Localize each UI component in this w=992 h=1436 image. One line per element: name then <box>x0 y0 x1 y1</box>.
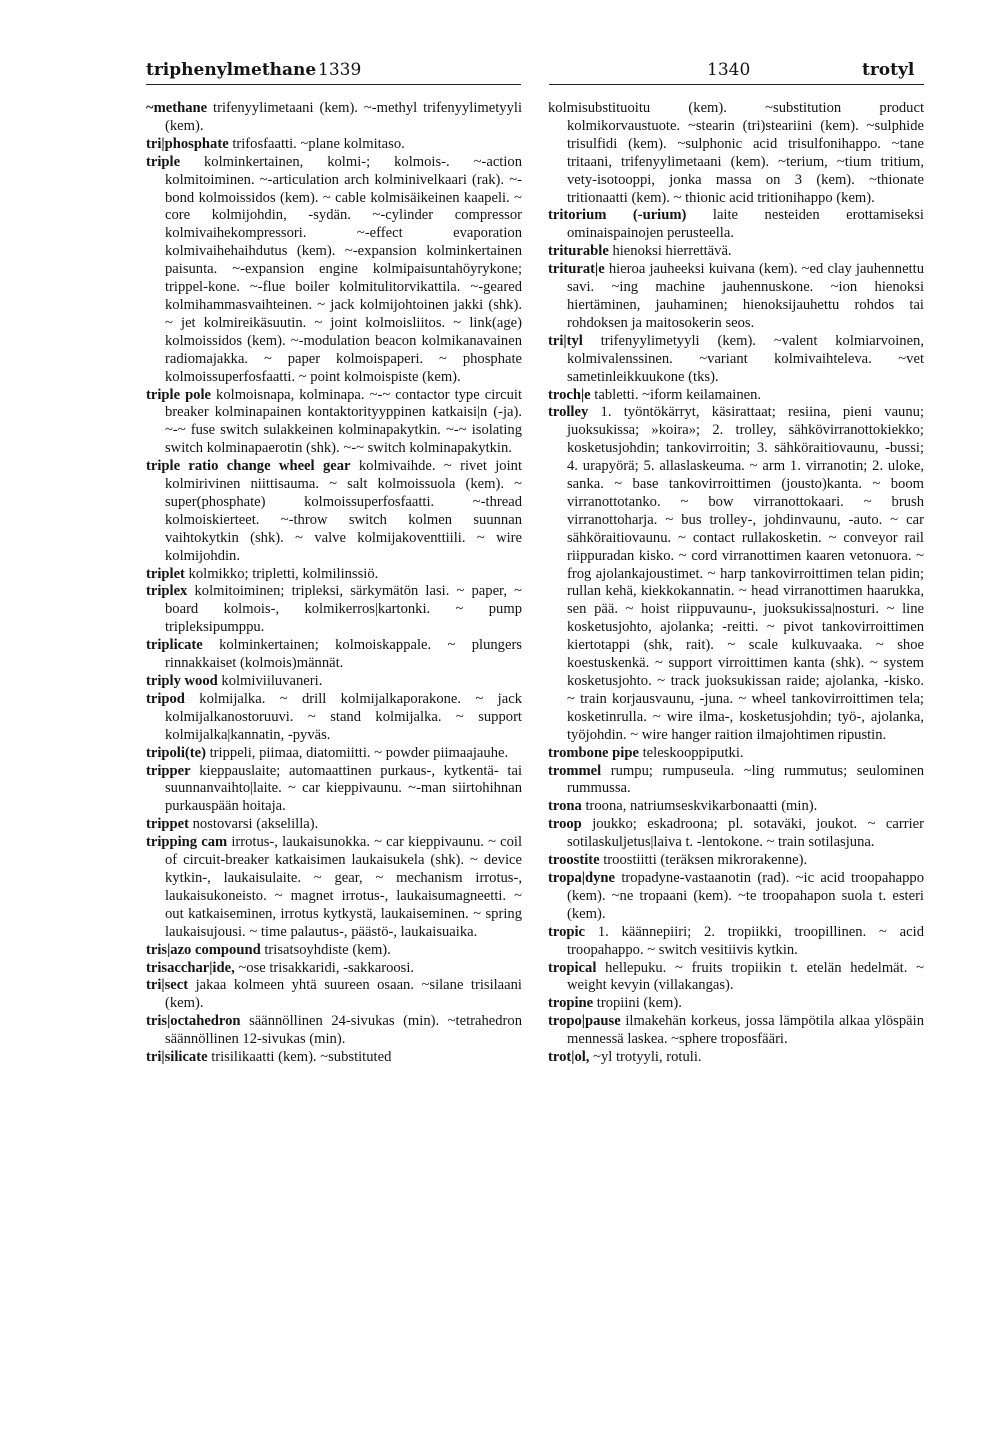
dictionary-entry <box>146 458 522 565</box>
entry-headword: troop <box>548 816 582 833</box>
entry-definition: hienoksi hierrettävä. <box>608 243 732 260</box>
entry-headword: tri|silicate <box>146 1049 208 1066</box>
entry-headword: tri|phosphate <box>146 135 229 152</box>
entry-headword: troostite <box>548 852 600 869</box>
dictionary-entry <box>146 763 522 817</box>
entry-headword: trippet <box>146 816 189 833</box>
dictionary-entry <box>146 942 522 960</box>
entry-definition: ~yl trotyyli, rotuli. <box>589 1049 702 1066</box>
entry-headword: tris|octahedron <box>146 1013 241 1030</box>
entry-definition: ~ose trisakkaridi, -sakkaroosi. <box>234 959 415 976</box>
entry-definition: tropiini (kem). <box>593 995 682 1012</box>
dictionary-entry <box>548 207 924 243</box>
entry-definition: kolmivaihde. ~ rivet joint kolmirivinen niittisauma. ~ salt kolmoissuola (kem). ~ super(phosphate) kolmoissuperfosfaatti. ~-thread kolmoiskierteet. ~-throw switch kolmen suunnan vaihtokytkin (shk). ~ valve kolmijakoventtiili. ~ wire kolmijohdin. <box>165 458 522 564</box>
entry-headword: triturat|e <box>548 261 605 278</box>
entry-definition: trisatsoyhdiste (kem). <box>260 941 391 958</box>
dictionary-entry <box>146 691 522 745</box>
entry-headword: tri|sect <box>146 977 189 994</box>
dictionary-entry <box>146 977 522 1013</box>
entry-headword: tris|azo compound <box>146 941 261 958</box>
entry-definition: tabletti. ~iform keilamainen. <box>590 386 762 403</box>
entry-headword: triply wood <box>146 673 218 689</box>
entry-definition: 1. käännepiiri; 2. tropiikki, troopillinen. ~ acid troopahappo. ~ switch vesitiivis kytkin. <box>567 923 924 958</box>
dictionary-entry <box>548 798 924 816</box>
entry-headword: trisacchar|ide, <box>146 959 235 976</box>
dictionary-entry <box>146 1013 522 1049</box>
entry-definition: kolmikko; tripletti, kolmilinssiö. <box>184 565 379 582</box>
right-page-number: 1340 <box>707 60 751 80</box>
dictionary-entry <box>548 995 924 1013</box>
dictionary-entry <box>548 763 924 799</box>
dictionary-entry <box>146 100 522 136</box>
entry-headword: trot|ol, <box>548 1049 590 1066</box>
entry-headword: tropical <box>548 959 597 976</box>
entry-headword: trona <box>548 798 582 815</box>
entry-headword: trombone pipe <box>548 744 639 761</box>
entry-headword: triple <box>146 153 181 170</box>
dictionary-entry <box>146 154 522 387</box>
dictionary-entry <box>548 333 924 387</box>
entry-definition: trifenyylimetaani (kem). ~-methyl trifenyylimetyyli (kem). <box>165 100 522 134</box>
left-column <box>146 100 522 1330</box>
dictionary-entry <box>146 816 522 834</box>
dictionary-entry <box>146 387 522 459</box>
entry-headword: triplex <box>146 583 188 600</box>
entry-headword: tritorium (-urium) <box>548 207 687 224</box>
header-rule-right <box>549 84 924 85</box>
dictionary-entry <box>548 243 924 261</box>
entry-headword: ~methane <box>146 100 208 116</box>
dictionary-entry <box>146 583 522 637</box>
dictionary-entry <box>146 745 522 763</box>
dictionary-entry <box>548 404 924 744</box>
right-column <box>548 100 924 1330</box>
entry-definition: kolmitoiminen; tripleksi, särkymätön lasi. ~ paper, ~ board kolmois-, kolmikerros|kartonki. ~ pump tripleksipumppu. <box>165 583 522 636</box>
entry-headword: triplet <box>146 565 185 582</box>
entry-headword: trolley <box>548 404 589 421</box>
dictionary-entry <box>548 816 924 852</box>
dictionary-entry <box>146 637 522 673</box>
dictionary-entry <box>548 1013 924 1049</box>
entry-definition: kolmoisnapa, kolminapa. ~-~ contactor type circuit breaker kolminapainen kontaktorityyppinen katkaisi|n (-ja). ~-~ fuse switch sulakkeinen kolminapakytkin. ~-~ isolating switch kolminapaerotin (shk). ~-~ switch kolminapakytkin. <box>165 386 522 457</box>
entry-definition: jakaa kolmeen yhtä suureen osaan. ~silane trisilaani (kem). <box>165 977 522 1012</box>
dictionary-entry <box>548 745 924 763</box>
entry-definition: troona, natriumseskvikarbonaatti (min). <box>581 798 818 815</box>
entry-headword: triturable <box>548 243 609 260</box>
entry-headword: tripod <box>146 690 185 707</box>
entry-definition: 1. työntökärryt, käsirattaat; resiina, pieni vaunu; juoksukissa; »koira»; 2. trolley, sähkövirranottokiekko; kosketusjohdin; tankovirroitin; 3. sähköraitiovaunu, -bussi; 4. urapyörä; 5. allaslaskeuma. ~ arm 1. virranotin; 2. uloke, sanka. ~ base tankovirroittimen (jousto)kanta. ~ boom virranottotanko. ~ bow virranottokaari. ~ brush virranottoharja. ~ bus trolley-, johdinvaunu, -auto. ~ car sähköraitiovaunu. ~ contact rullakosketin. ~ conveyor rail riippuradan kisko. ~ cord virranottimen kaaren vetonuora. ~ frog ajolankajoustimet. ~ harp tankovirroittimen telan pidin; rullan kehä, kiekkokannatin. ~ head virranottimen haarukka, sen pää. ~ hoist riippuvaunu-, juoksukissa|nosturi. ~ line kosketusjohto, ajolanka; -reitti. ~ pivot tankovirroittimen kiertotappi (shk, rait). ~ scale kulkuvaaka. ~ shoe koestuskenkä. ~ support virroittimen kanta (shk). ~ system kosketusjohto. ~ track juoksukissan raide; ajolanka, -kisko. ~ train korjausvaunu, -juna. ~ wheel tankovirroittimen tela; kosketinrulla. ~ wire ilma-, kosketusjohdin; työ-, ajolanka, työjohdin. ~ wire hanger raition ilmajohtimen ripustin. <box>567 404 924 743</box>
dictionary-entry <box>146 566 522 584</box>
right-guide-word: trotyl <box>862 60 915 80</box>
dictionary-entry <box>548 261 924 333</box>
entry-definition: kolmisubstituoitu (kem). ~substitution product kolmikorvaustuote. ~stearin (tri)steariini (kem). ~sulphide trisulfidi (kem). ~sulphonic acid trisulfonihappo. ~tane tritaani, trifenyylimetaani (kem). ~terium, ~tium tritium, vety-isotooppi, jonka massa on 3 (kem). ~thionate tritionaatti (kem). ~ thionic acid tritionihappo (kem). <box>548 100 924 206</box>
entry-definition: kolminkertainen; kolmoiskappale. ~ plungers rinnakkaiset (kolmois)männät. <box>165 637 522 672</box>
entry-definition: nostovarsi (akselilla). <box>188 816 319 833</box>
entry-headword: tropic <box>548 923 586 940</box>
entry-definition: kolmijalka. ~ drill kolmijalkaporakone. ~ jack kolmijalkanostoruuvi. ~ stand kolmijalka. ~ support kolmijalka|kannatin, -pyväs. <box>165 690 522 743</box>
entry-headword: tropo|pause <box>548 1013 621 1030</box>
dictionary-entry <box>548 924 924 960</box>
entry-headword: tropa|dyne <box>548 869 616 886</box>
dictionary-entry <box>548 852 924 870</box>
entry-definition: hellepuku. ~ fruits tropiikin t. etelän hedelmät. ~ weight kevyin (villakangas). <box>567 959 924 994</box>
entry-definition: trifenyylimetyyli (kem). ~valent kolmiarvoinen, kolmivalenssinen. ~variant kolmivaihteleva. ~vet sametinleikkuukone (tks). <box>567 332 924 385</box>
dictionary-entry <box>146 960 522 978</box>
left-guide-word: triphenylmethane <box>146 60 317 80</box>
entry-definition: kolminkertainen, kolmi-; kolmois-. ~-action kolmitoiminen. ~-articulation arch kolminivelkaari (rak). ~-bond kolmoissidos (kem). ~ cable kolmisäikeinen kaapeli. ~ core kolmijohdin, -sydän. ~-cylinder compressor kolmivaihekompressori. ~-effect evaporation kolmivaihehaihdutus (kem). ~-expansion kolminkertainen paisunta. ~-expansion engine kolmipaisuntahöyrykone; trippel-kone. ~-flue boiler kolmitulitorvikattila. ~-geared kolmihammasvaihteinen. ~ jack kolmijohtoinen jakki (shk). ~ jet kolmireikäsuutin. ~ joint kolmoisliitos. ~ link(age) kolmoissidos (kem). ~-modulation beacon kolmikanavainen radiomajakka. ~ paper kolmoispaperi. ~ phosphate kolmoissuperfosfaatti. ~ point kolmoispiste (kem). <box>165 153 522 385</box>
entry-headword: trommel <box>548 762 602 779</box>
entry-headword: triplicate <box>146 637 203 654</box>
entry-headword: tripoli(te) <box>146 744 206 761</box>
left-page-number: 1339 <box>318 60 362 80</box>
entry-definition: rumpu; rumpuseula. ~ling rummutus; seulominen rummussa. <box>567 762 924 797</box>
dictionary-entry <box>548 1049 924 1067</box>
dictionary-entry <box>146 136 522 154</box>
entry-definition: kieppauslaite; automaattinen purkaus-, kytkentä- tai suunnanvaihto|laite. ~ car kieppivaunu. ~-man siirtohihnan purkauspään hoitaja. <box>165 762 522 815</box>
entry-headword: tripper <box>146 762 191 779</box>
header-rule-left <box>146 84 521 85</box>
entry-definition: trippeli, piimaa, diatomiitti. ~ powder piimaajauhe. <box>205 744 509 761</box>
dictionary-entry <box>146 834 522 941</box>
entry-definition: laite nesteiden erottamiseksi ominaispainojen perusteella. <box>567 207 924 242</box>
dictionary-entry <box>548 387 924 405</box>
entry-definition: joukko; eskadroona; pl. sotaväki, joukot. ~ carrier sotilaskuljetus|laiva t. -lentokone. ~ train sotilasjuna. <box>567 816 924 851</box>
dictionary-entry <box>548 870 924 924</box>
entry-definition: kolmiviiluvaneri. <box>217 673 323 689</box>
entry-definition: hieroa jauheeksi kuivana (kem). ~ed clay jauhennettu savi. ~ing machine jauhennuskone. ~ion hienoksi hiertäminen, jauhaminen; hienoksijauhettu rohdos tai rohdoksen ja maitosokerin seos. <box>567 261 924 331</box>
entry-definition: tropadyne-vastaanotin (rad). ~ic acid troopahappo (kem). ~ne tropaani (kem). ~te troopahapon suola t. esteri (kem). <box>567 869 924 922</box>
entry-headword: tripping cam <box>146 834 228 851</box>
dictionary-entry <box>146 673 522 691</box>
entry-definition: irrotus-, laukaisunokka. ~ car kieppivaunu. ~ coil of circuit-breaker katkaisimen laukaisukela (shk). ~ device kytkin-, laukaisulaite. ~ gear, ~ mechanism irrotus-, laukaisukoneisto. ~ magnet irrotus-, laukaisumagneetti. ~ out katkaiseminen, irrotus kytkystä, laukaiseminen. ~ spring laukaisujousi. ~ time palautus-, päästö-, laukaisuaika. <box>165 834 522 940</box>
entry-definition: trisilikaatti (kem). ~substituted <box>207 1049 392 1066</box>
entry-headword: triple ratio change wheel gear <box>146 458 351 475</box>
entry-definition: säännöllinen 24-sivukas (min). ~tetrahedron säännöllinen 12-sivukas (min). <box>165 1013 522 1048</box>
dictionary-entry <box>548 960 924 996</box>
entry-definition: teleskooppiputki. <box>638 744 744 761</box>
dictionary-entry <box>548 100 924 207</box>
entry-definition: ilmakehän korkeus, jossa lämpötila alkaa ylöspäin mennessä laskea. ~sphere troposfääri. <box>567 1013 924 1048</box>
entry-definition: trifosfaatti. ~plane kolmitaso. <box>228 135 405 152</box>
entry-headword: troch|e <box>548 386 591 403</box>
entry-headword: triple pole <box>146 386 212 403</box>
entry-definition: troostiitti (teräksen mikrorakenne). <box>599 852 808 869</box>
entry-headword: tri|tyl <box>548 332 583 349</box>
entry-headword: tropine <box>548 995 594 1012</box>
dictionary-entry <box>146 1049 522 1067</box>
